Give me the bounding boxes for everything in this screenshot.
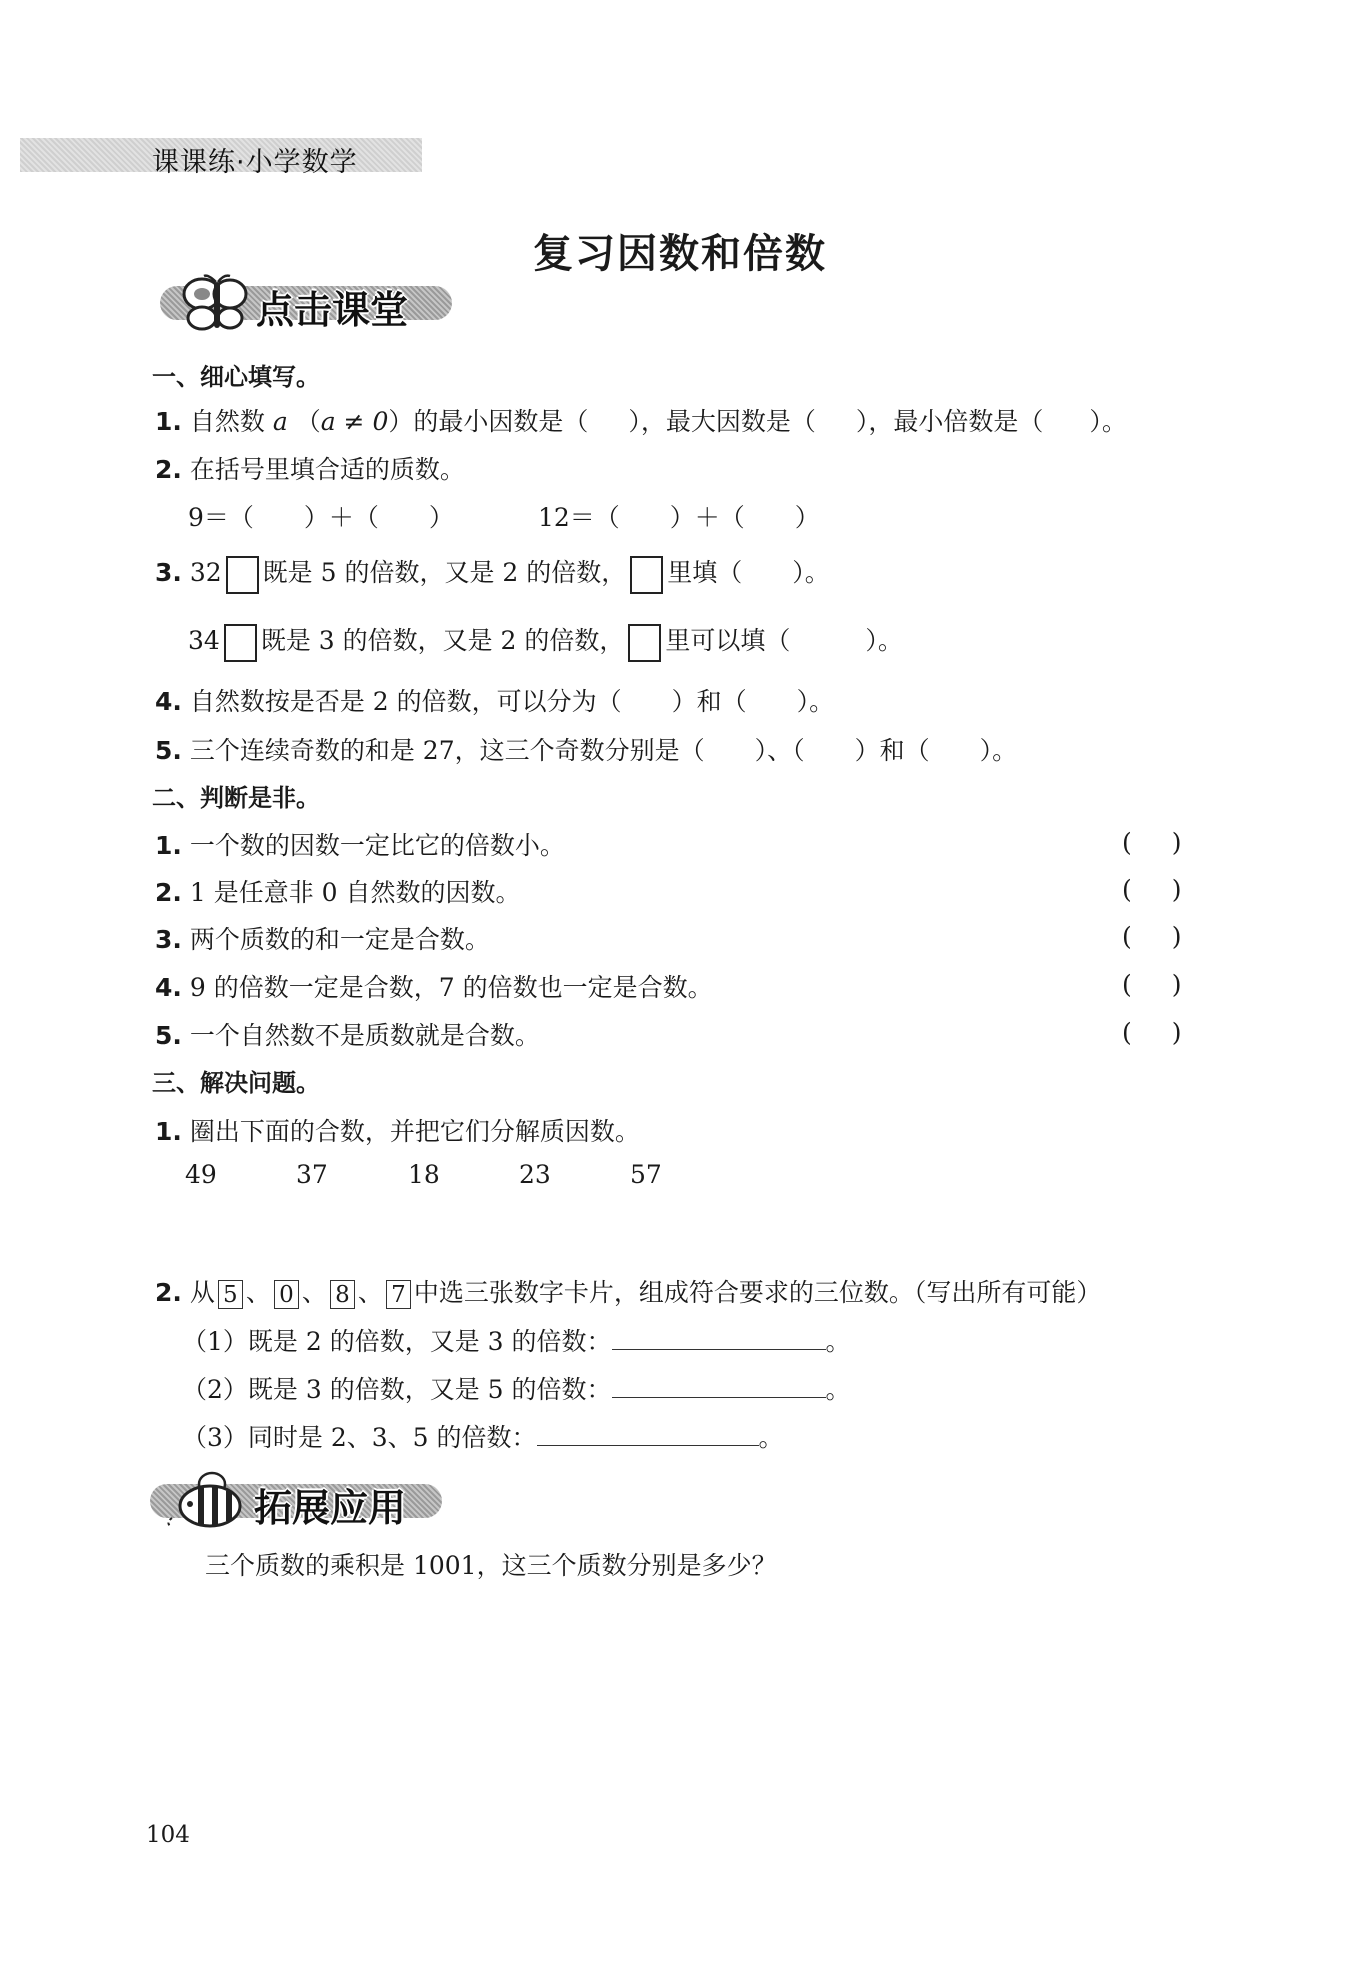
judge-item: 1. 一个数的因数一定比它的倍数小。 [155,831,565,860]
sub-question-2: （2）既是 3 的倍数，又是 5 的倍数： 。 [182,1370,851,1406]
answer-parens: () [1122,828,1222,857]
number-item: 23 [519,1160,551,1189]
section-heading-solve: 三、解决问题。 [152,1069,320,1097]
number-item: 37 [296,1160,328,1189]
section-banner-extension [150,1478,450,1530]
judge-item: 4. 9 的倍数一定是合数，7 的倍数也一定是合数。 [155,973,713,1002]
section-heading-judge: 二、判断是非。 [152,784,320,812]
equation-9: 9＝（ ）＋（ ） [188,503,454,532]
digit-box [224,624,257,662]
number-item: 49 [185,1160,217,1189]
answer-blank[interactable] [612,1371,826,1398]
answer-blank[interactable] [612,1323,826,1350]
number-item: 18 [408,1160,440,1189]
question-1-3-row1: 3. 32 既是 5 的倍数，又是 2 的倍数， 里填（ ）。 [155,553,830,594]
digit-box [226,556,259,594]
digit-box [628,624,661,662]
header-text: 课课练·小学数学 [152,147,358,178]
section-banner-classroom [160,280,460,332]
judge-item: 3. 两个质数的和一定是合数。 [155,925,490,954]
question-1-3-row2: 34 既是 3 的倍数，又是 2 的倍数， 里可以填（ ）。 [188,621,903,662]
number-item: 57 [630,1160,662,1189]
bee-icon [162,1466,248,1532]
question-3-1: 1. 圈出下面的合数，并把它们分解质因数。 [155,1117,640,1146]
sub-question-1: （1）既是 2 的倍数，又是 3 的倍数： 。 [182,1322,851,1358]
answer-parens: () [1122,922,1222,951]
page-title: 复习因数和倍数 [533,231,827,277]
sub-question-3: （3）同时是 2、3、5 的倍数： 。 [182,1418,784,1454]
answer-parens: () [1122,970,1222,999]
answer-blank[interactable] [537,1419,759,1446]
butterfly-icon [178,274,256,334]
page-number: 104 [146,1822,190,1848]
banner-label: 点击课堂 [256,288,409,332]
answer-parens: () [1122,875,1222,904]
digit-card: 8 [330,1280,355,1309]
judge-item: 2. 1 是任意非 0 自然数的因数。 [155,878,521,907]
answer-parens: () [1122,1018,1222,1047]
extension-question: 三个质数的乘积是 1001，这三个质数分别是多少？ [205,1551,777,1580]
question-1-4: 4. 自然数按是否是 2 的倍数，可以分为（ ）和（ ）。 [155,687,835,716]
equation-12: 12＝（ ）＋（ ） [538,503,820,532]
digit-box [630,556,663,594]
question-1-5: 5. 三个连续奇数的和是 27，这三个奇数分别是（ ）、（ ）和（ ）。 [155,736,1018,765]
question-1-2: 2. 在括号里填合适的质数。 [155,455,465,484]
question-3-2: 2. 从 5 、 0 、 8 、 7 中选三张数字卡片，组成符合要求的三位数。（写出所有可能） [155,1278,1102,1308]
digit-card: 5 [218,1280,243,1309]
digit-card: 0 [274,1280,299,1309]
judge-item: 5. 一个自然数不是质数就是合数。 [155,1021,540,1050]
banner-label: 拓展应用 [254,1486,407,1530]
section-heading-fill: 一、细心填写。 [152,363,320,391]
question-1-1: 1. 自然数 a （a ≠ 0）的最小因数是（ ），最大因数是（ ），最小倍数是（ ）。 [155,407,1127,436]
digit-card: 7 [386,1280,411,1309]
